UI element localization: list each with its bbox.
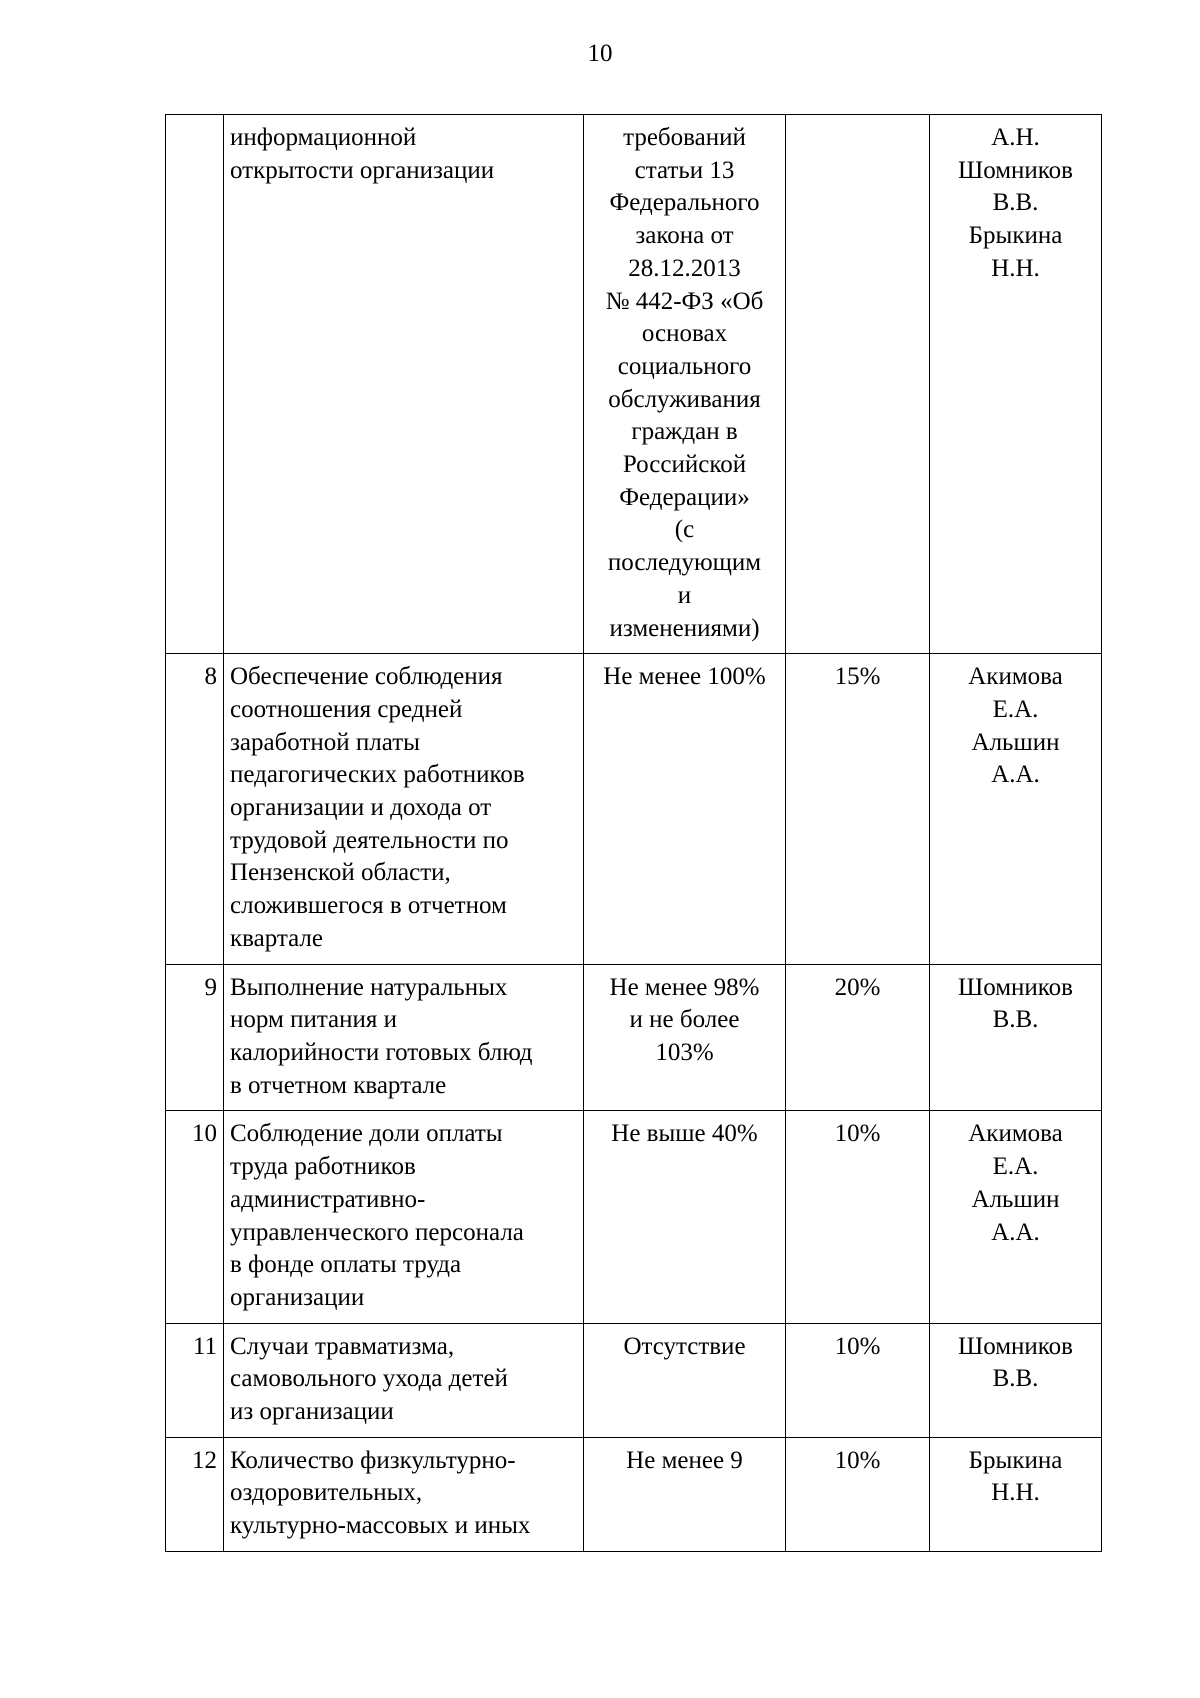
criterion-description-line: квартале bbox=[230, 924, 324, 952]
criterion-description-line: открытости организации bbox=[230, 156, 495, 184]
criterion-description-line: Случаи травматизма, bbox=[230, 1332, 455, 1360]
criterion-description-line: организации и дохода от bbox=[230, 794, 492, 822]
criterion-requirement-line: обслуживания bbox=[608, 385, 761, 413]
table-row bbox=[166, 964, 1102, 1111]
criterion-description-line: трудовой деятельности по bbox=[230, 826, 509, 854]
table-row bbox=[166, 1323, 1102, 1437]
criterion-description bbox=[224, 654, 584, 964]
criterion-description-line: информационной bbox=[230, 124, 417, 151]
responsible-persons-line: Брыкина bbox=[968, 222, 1063, 250]
criterion-description bbox=[224, 1323, 584, 1437]
criterion-requirement bbox=[584, 115, 786, 654]
criterion-requirement-line: (с bbox=[674, 516, 695, 544]
responsible-persons-line: В.В. bbox=[992, 189, 1039, 217]
criterion-description-line: оздоровительных, bbox=[230, 1479, 423, 1507]
criterion-description-line: Количество физкультурно- bbox=[230, 1446, 516, 1474]
row-number bbox=[166, 115, 224, 654]
criterion-requirement-line: статьи 13 bbox=[634, 156, 735, 184]
criterion-requirement-line: Федерации» bbox=[619, 483, 750, 511]
responsible-persons-line: Акимова bbox=[968, 1120, 1063, 1148]
criterion-weight: 10% bbox=[786, 1437, 930, 1551]
criterion-requirement-line: основах bbox=[641, 320, 728, 348]
responsible-persons bbox=[930, 1437, 1102, 1551]
criterion-requirement-line: 28.12.2013 bbox=[628, 254, 741, 282]
criterion-description bbox=[224, 964, 584, 1111]
criterion-requirement bbox=[584, 1437, 786, 1551]
table-row bbox=[166, 1437, 1102, 1551]
criterion-description-line: в фонде оплаты труда bbox=[230, 1251, 462, 1279]
criterion-description-line: из организации bbox=[230, 1398, 394, 1426]
criterion-description-line: труда работников bbox=[230, 1153, 416, 1181]
criterion-description bbox=[224, 115, 584, 654]
criterion-description-line: административно- bbox=[230, 1185, 426, 1213]
row-number: 9 bbox=[166, 964, 224, 1111]
criterion-description-line: организации bbox=[230, 1283, 365, 1311]
table-body bbox=[166, 115, 1102, 1552]
criterion-requirement-line: Отсутствие bbox=[623, 1332, 746, 1360]
responsible-persons bbox=[930, 654, 1102, 964]
criterion-description-line: самовольного ухода детей bbox=[230, 1365, 508, 1393]
responsible-persons-line: Брыкина bbox=[968, 1446, 1063, 1474]
responsible-persons-line: В.В. bbox=[992, 1006, 1039, 1034]
criterion-requirement-line: Не менее 100% bbox=[603, 663, 766, 691]
responsible-persons bbox=[930, 115, 1102, 654]
criterion-weight: 10% bbox=[786, 1111, 930, 1323]
criterion-weight: 15% bbox=[786, 654, 930, 964]
criterion-description-line: Выполнение натуральных bbox=[230, 973, 508, 1001]
responsible-persons-line: А.А. bbox=[991, 761, 1040, 789]
criterion-description-line: заработной платы bbox=[230, 728, 420, 756]
criterion-requirement-line: Российской bbox=[622, 451, 747, 479]
criterion-requirement bbox=[584, 1323, 786, 1437]
responsible-persons-line: Шомников bbox=[957, 973, 1073, 1001]
responsible-persons-line: Альшин bbox=[971, 1185, 1060, 1213]
criterion-requirement-line: изменениями) bbox=[609, 614, 760, 642]
criteria-table bbox=[165, 114, 1102, 1552]
criterion-description-line: калорийности готовых блюд bbox=[230, 1038, 533, 1066]
criterion-description-line: в отчетном квартале bbox=[230, 1071, 447, 1099]
criterion-weight: 10% bbox=[786, 1323, 930, 1437]
criterion-description bbox=[224, 1437, 584, 1551]
criterion-description-line: педагогических работников bbox=[230, 761, 525, 789]
responsible-persons-line: В.В. bbox=[992, 1365, 1039, 1393]
criterion-requirement-line: № 442-ФЗ «Об bbox=[605, 287, 764, 315]
page-number: 10 bbox=[587, 40, 613, 67]
criterion-weight: 20% bbox=[786, 964, 930, 1111]
criterion-weight bbox=[786, 115, 930, 654]
criterion-requirement-line: 103% bbox=[655, 1038, 714, 1066]
criterion-description-line: норм питания и bbox=[230, 1006, 398, 1034]
responsible-persons bbox=[930, 1111, 1102, 1323]
responsible-persons-line: Е.А. bbox=[992, 695, 1039, 723]
criterion-requirement-line: Не менее 98% bbox=[609, 973, 760, 1001]
criterion-requirement bbox=[584, 964, 786, 1111]
criterion-requirement-line: и bbox=[677, 581, 692, 609]
criterion-description-line: культурно-массовых и иных bbox=[230, 1512, 531, 1540]
row-number: 12 bbox=[166, 1437, 224, 1551]
criterion-description bbox=[224, 1111, 584, 1323]
criterion-requirement-line: граждан в bbox=[631, 418, 738, 446]
criterion-description-line: сложившегося в отчетном bbox=[230, 892, 507, 920]
criterion-description-line: Пензенской области, bbox=[230, 859, 451, 887]
responsible-persons-line: Е.А. bbox=[992, 1153, 1039, 1181]
criterion-requirement bbox=[584, 654, 786, 964]
table-row bbox=[166, 1111, 1102, 1323]
criterion-requirement-line: Не менее 9 bbox=[626, 1446, 743, 1474]
responsible-persons-line: Альшин bbox=[971, 728, 1060, 756]
criterion-description-line: Обеспечение соблюдения bbox=[230, 663, 503, 691]
row-number: 10 bbox=[166, 1111, 224, 1323]
responsible-persons bbox=[930, 1323, 1102, 1437]
criterion-description-line: соотношения средней bbox=[230, 695, 463, 723]
criterion-requirement-line: последующим bbox=[607, 549, 762, 577]
table-row bbox=[166, 654, 1102, 964]
row-number: 11 bbox=[166, 1323, 224, 1437]
responsible-persons-line: А.А. bbox=[991, 1218, 1040, 1246]
row-number: 8 bbox=[166, 654, 224, 964]
table-row bbox=[166, 115, 1102, 654]
criterion-requirement-line: требований bbox=[623, 124, 746, 151]
criterion-requirement-line: закона от bbox=[635, 222, 734, 250]
criterion-requirement bbox=[584, 1111, 786, 1323]
criterion-requirement-line: и не более bbox=[629, 1006, 740, 1034]
responsible-persons-line: Шомников bbox=[957, 1332, 1073, 1360]
criterion-requirement-line: социального bbox=[617, 352, 752, 380]
responsible-persons-line: Н.Н. bbox=[991, 1479, 1040, 1507]
criterion-description-line: управленческого персонала bbox=[230, 1218, 524, 1246]
responsible-persons bbox=[930, 964, 1102, 1111]
criterion-requirement-line: Не выше 40% bbox=[611, 1120, 758, 1148]
responsible-persons-line: Шомников bbox=[957, 156, 1073, 184]
responsible-persons-line: А.Н. bbox=[991, 124, 1040, 151]
criterion-requirement-line: Федерального bbox=[609, 189, 760, 217]
criterion-description-line: Соблюдение доли оплаты bbox=[230, 1120, 503, 1148]
responsible-persons-line: Н.Н. bbox=[991, 254, 1040, 282]
responsible-persons-line: Акимова bbox=[968, 663, 1063, 691]
